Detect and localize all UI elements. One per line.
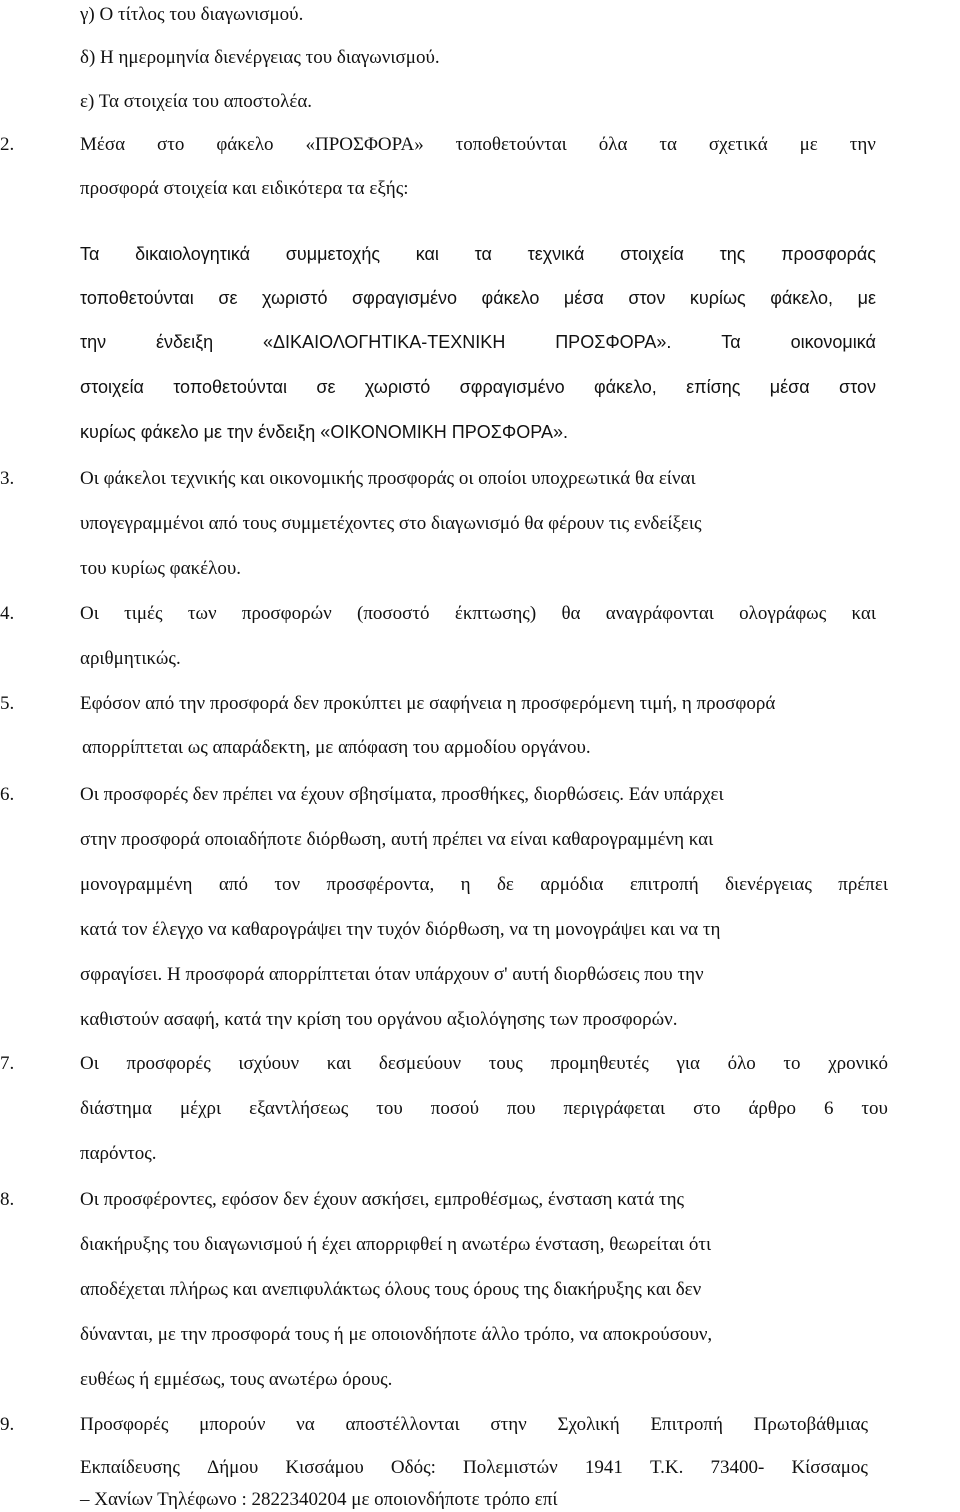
item-3-line-1: Οι φάκελοι τεχνικής και οικονομικής προσφοράς οι οποίοι υποχρεωτικά θα είναι (80, 468, 696, 489)
word: (ποσοστό (357, 603, 430, 624)
word: αρμόδια (540, 874, 604, 895)
word: ένδειξη (156, 332, 214, 352)
word: με (799, 134, 818, 155)
word: κυρίως (689, 288, 746, 308)
item-9-line-2 (80, 1456, 868, 1480)
item-6-line-2: στην προσφορά οποιαδήποτε διόρθωση, αυτή πρέπει να είναι καθαρογραμμένη και (80, 829, 714, 850)
item-6-line-5: σφραγίσει. Η προσφορά απορρίπτεται όταν υπάρχουν σ' αυτή διορθώσεις που την (80, 964, 704, 985)
word: αναγράφονται (605, 603, 714, 624)
word: «ΠΡΟΣΦΟΡΑ» (305, 134, 424, 155)
word: ισχύουν (238, 1053, 300, 1074)
word: Μέσα (80, 134, 126, 155)
word: μπορούν (199, 1414, 266, 1435)
sub-item-epsilon: ε) Τα στοιχεία του αποστολέα. (80, 91, 313, 112)
word: της (719, 244, 746, 264)
word: Επιτροπή (650, 1414, 723, 1435)
word: χωριστό (262, 288, 328, 308)
word: και (326, 1053, 352, 1074)
word: σχετικά (708, 134, 768, 155)
word: στο (693, 1098, 721, 1119)
word: Τ.Κ. (649, 1457, 684, 1478)
word: διάστημα (80, 1098, 152, 1119)
word: του (376, 1098, 403, 1119)
word: τους (488, 1053, 523, 1074)
item-8-line-2: διακήρυξης του διαγωνισμού ή έχει απορριφθεί η ανωτέρω ένσταση, θεωρείται ότι (80, 1234, 712, 1255)
word: για (676, 1053, 700, 1074)
word: μέσα (563, 288, 604, 308)
word: τον (274, 874, 301, 895)
item-number-5: 5. (0, 693, 15, 714)
para-line-5: κυρίως φάκελο με την ένδειξη «ΟΙΚΟΝΟΜΙΚΗ ΠΡΟΣΦΟΡΑ». (80, 422, 568, 442)
word: άρθρο (748, 1098, 796, 1119)
item-6-line-3 (80, 873, 888, 897)
word: τα (659, 134, 677, 155)
word: επίσης (686, 377, 741, 397)
word: στοιχεία (80, 377, 144, 397)
word: από (218, 874, 248, 895)
word: σφραγισμένο (459, 377, 565, 397)
word: όλο (727, 1053, 756, 1074)
word: προσφοράς (781, 244, 876, 264)
word: με (857, 288, 876, 308)
word: τοποθετούνται (173, 377, 287, 397)
word: Πολεμιστών (463, 1457, 558, 1478)
word: Οι (80, 1053, 99, 1074)
word: τεχνικά (527, 244, 585, 264)
word: επιτροπή (629, 874, 699, 895)
word: Οι (80, 603, 99, 624)
word: φάκελο (216, 134, 274, 155)
item-number-7: 7. (0, 1053, 15, 1074)
word: στο (157, 134, 185, 155)
word: φάκελο (481, 288, 540, 308)
word: δεσμεύουν (378, 1053, 462, 1074)
word: ποσού (430, 1098, 480, 1119)
word: Σχολική (557, 1414, 620, 1435)
word: έκπτωσης) (454, 603, 537, 624)
word: Εκπαίδευσης (80, 1457, 180, 1478)
word: ΠΡΟΣΦΟΡΑ». (555, 332, 672, 352)
para-line-2 (80, 286, 876, 310)
word: «ΔΙΚΑΙΟΛΟΓΗΤΙΚΑ-ΤΕΧΝΙΚΗ (263, 332, 506, 352)
word: φάκελο, (770, 288, 834, 308)
item-number-3: 3. (0, 468, 15, 489)
word: πρέπει (838, 874, 888, 895)
word: περιγράφεται (563, 1098, 666, 1119)
word: και (415, 244, 439, 264)
word: των (187, 603, 217, 624)
item-2-line-2: προσφορά στοιχεία και ειδικότερα τα εξής: (80, 178, 409, 199)
item-3-line-3: του κυρίως φακέλου. (80, 558, 241, 579)
word: μονογραμμένη (80, 874, 193, 895)
word: που (506, 1098, 536, 1119)
word: Πρωτοβάθμιας (753, 1414, 868, 1435)
word: του (861, 1098, 888, 1119)
word: η (460, 874, 471, 895)
word: τα (474, 244, 492, 264)
word: προσφορές (126, 1053, 211, 1074)
word: οικονομικά (790, 332, 876, 352)
item-number-2: 2. (0, 134, 15, 155)
item-6-line-1: Οι προσφορές δεν πρέπει να έχουν σβησίματα, προσθήκες, διορθώσεις. Εάν υπάρχει (80, 784, 724, 805)
word: θα (561, 603, 581, 624)
word: στον (839, 377, 876, 397)
item-8-line-3: αποδέχεται πλήρως και ανεπιφυλάκτως όλους τους όρους της διακήρυξης και δεν (80, 1279, 702, 1300)
item-8-line-1: Οι προσφέροντες, εφόσον δεν έχουν ασκήσει, εμπροθέσμως, ένσταση κατά της (80, 1189, 685, 1210)
item-4-line-2: αριθμητικώς. (80, 648, 181, 669)
word: μέχρι (179, 1098, 222, 1119)
para-line-3 (80, 330, 876, 354)
item-8-line-5: ευθέως ή εμμέσως, τους ανωτέρω όρους. (80, 1369, 393, 1390)
word: Οδός: (390, 1457, 436, 1478)
word: Τα (721, 332, 741, 352)
word: μέσα (769, 377, 810, 397)
word: Τα (80, 244, 100, 264)
word: 6 (823, 1098, 834, 1119)
word: προμηθευτές (550, 1053, 649, 1074)
word: συμμετοχής (285, 244, 381, 264)
word: και (851, 603, 876, 624)
item-number-4: 4. (0, 603, 15, 624)
word: όλα (598, 134, 628, 155)
para-line-1 (80, 242, 876, 266)
item-6-line-4: κατά τον έλεγχο να καθαρογράψει την τυχόν διόρθωση, να τη μονογράψει και να τη (80, 919, 721, 940)
word: διενέργειας (725, 874, 812, 895)
word: σε (316, 377, 336, 397)
word: αποστέλλονται (345, 1414, 460, 1435)
word: τοποθετούνται (455, 134, 567, 155)
word: Κισσάμου (285, 1457, 364, 1478)
word: σε (218, 288, 238, 308)
item-2-line-1 (80, 133, 876, 157)
word: Κίσσαμος (791, 1457, 868, 1478)
word: τιμές (124, 603, 163, 624)
item-number-8: 8. (0, 1189, 15, 1210)
item-number-9: 9. (0, 1414, 15, 1435)
word: εξαντλήσεως (249, 1098, 349, 1119)
item-number-6: 6. (0, 784, 15, 805)
word: δε (496, 874, 514, 895)
item-5-line-1: Εφόσον από την προσφορά δεν προκύπτει με σαφήνεια η προσφερόμενη τιμή, η προσφορά (80, 693, 776, 714)
item-9-line-3: – Χανίων Τηλέφωνο : 2822340204 με οποιονδήποτε τρόπο επί (80, 1489, 558, 1510)
item-8-line-4: δύνανται, με την προσφορά τους ή με οποιονδήποτε άλλο τρόπο, να αποκρούσουν, (80, 1324, 713, 1345)
item-3-line-2: υπογεγραμμένοι από τους συμμετέχοντες στο διαγωνισμό θα φέρουν τις ενδείξεις (80, 513, 702, 534)
word: προσφέροντα, (326, 874, 435, 895)
word: την (849, 134, 876, 155)
word: φάκελο, (593, 377, 657, 397)
word: να (296, 1414, 315, 1435)
word: το (783, 1053, 801, 1074)
word: στοιχεία (620, 244, 684, 264)
sub-item-gamma: γ) Ο τίτλος του διαγωνισμού. (80, 4, 304, 25)
word: τοποθετούνται (80, 288, 194, 308)
word: 1941 (584, 1457, 623, 1478)
item-4-line-1 (80, 602, 876, 626)
item-7-line-1 (80, 1052, 888, 1076)
word: Προσφορές (80, 1414, 169, 1435)
word: την (80, 332, 107, 352)
word: προσφορών (241, 603, 332, 624)
word: Δήμου (207, 1457, 259, 1478)
para-line-4 (80, 375, 876, 399)
word: δικαιολογητικά (135, 244, 251, 264)
item-7-line-2 (80, 1097, 888, 1121)
word: στον (628, 288, 666, 308)
word: 73400- (710, 1457, 765, 1478)
word: ολογράφως (739, 603, 827, 624)
word: χωριστό (364, 377, 431, 397)
word: στην (490, 1414, 527, 1435)
word: χρονικό (828, 1053, 888, 1074)
word: σφραγισμένο (352, 288, 457, 308)
item-7-line-3: παρόντος. (80, 1143, 157, 1164)
item-6-line-6: καθιστούν ασαφή, κατά την κρίση του οργάνου αξιολόγησης των προσφορών. (80, 1009, 678, 1030)
item-9-line-1 (80, 1413, 868, 1437)
item-5-line-2: απορρίπτεται ως απαράδεκτη, με απόφαση του αρμοδίου οργάνου. (82, 737, 591, 758)
sub-item-delta: δ) Η ημερομηνία διενέργειας του διαγωνισμού. (80, 47, 440, 68)
